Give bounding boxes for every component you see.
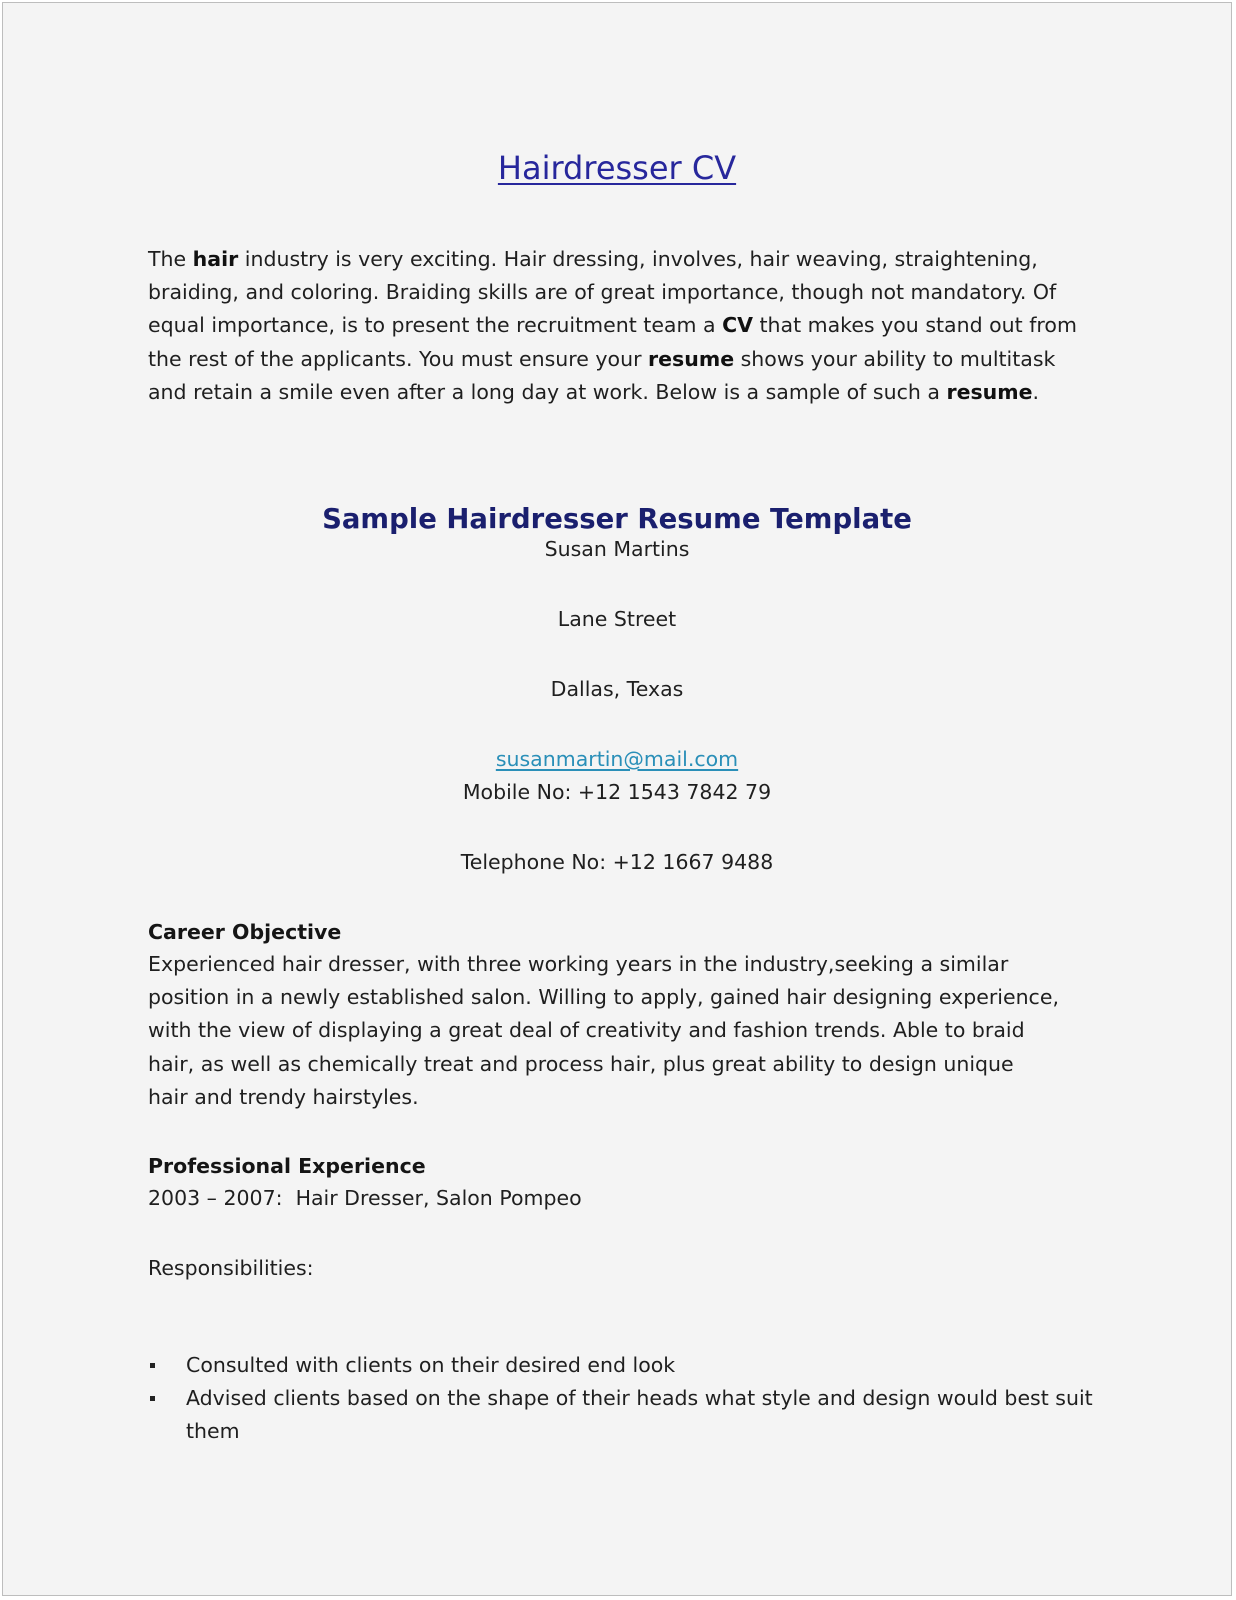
bullet-square-icon (150, 1363, 155, 1368)
contact-email-line (3, 747, 1231, 771)
intro-paragraph (148, 243, 1098, 409)
responsibility-text: Consulted with clients on their desired end look (186, 1353, 676, 1377)
career-objective-text (148, 948, 1108, 1114)
responsibilities-label: Responsibilities: (148, 1256, 314, 1280)
contact-name: Susan Martins (544, 537, 690, 561)
intro-bold-resume: resume (648, 346, 735, 371)
document-title[interactable]: Hairdresser CV (497, 149, 737, 187)
template-heading: Sample Hairdresser Resume Template (322, 503, 912, 535)
career-objective-line: hair and trendy hairstyles. (148, 1084, 419, 1109)
intro-bold-resume: resume (946, 379, 1033, 404)
responsibility-text: Advised clients based on the shape of their heads what style and design would best suit them (186, 1386, 1093, 1444)
intro-text: shows your ability to multitask and retain a smile even after a long day at work. Below is a sample of such a (148, 346, 1056, 404)
responsibilities-list (148, 1349, 1108, 1449)
contact-email-link[interactable]: susanmartin@mail.com (495, 747, 739, 771)
career-objective-line: position in a newly established salon. Willing to apply, gained hair designing experience, (148, 985, 1059, 1010)
bullet-square-icon (150, 1396, 155, 1401)
career-objective-line: Experienced hair dresser, with three working years in the industry,seeking a similar (148, 952, 1009, 976)
contact-mobile: Mobile No: +12 1543 7842 79 (462, 780, 772, 804)
intro-text: The (148, 247, 193, 271)
intro-bold-hair: hair (192, 247, 239, 271)
list-item (148, 1349, 1108, 1382)
contact-city: Dallas, Texas (550, 677, 684, 701)
career-objective-line: hair, as well as chemically treat and process hair, plus great ability to design unique (148, 1051, 1014, 1076)
document-page (2, 2, 1232, 1596)
list-item (148, 1382, 1106, 1448)
contact-street: Lane Street (557, 607, 677, 631)
intro-text: industry is very exciting. Hair dressing, involves, hair weaving, straightening, braiding, and coloring. Braiding skills are of great importance, though not mandatory. Of equal importance, is to present the recruitment team a (148, 247, 1057, 338)
professional-experience-heading: Professional Experience (148, 1154, 426, 1178)
intro-text: that makes you stand out from the rest of the applicants. You must ensure your (148, 313, 1077, 371)
contact-telephone: Telephone No: +12 1667 9488 (460, 850, 774, 874)
intro-bold-cv: CV (722, 313, 753, 338)
career-objective-line: with the view of displaying a great deal of creativity and fashion trends. Able to braid (148, 1018, 1025, 1043)
intro-text: . (1032, 379, 1040, 404)
career-objective-heading: Career Objective (148, 920, 342, 944)
experience-entry: 2003 – 2007: Hair Dresser, Salon Pompeo (148, 1186, 582, 1210)
